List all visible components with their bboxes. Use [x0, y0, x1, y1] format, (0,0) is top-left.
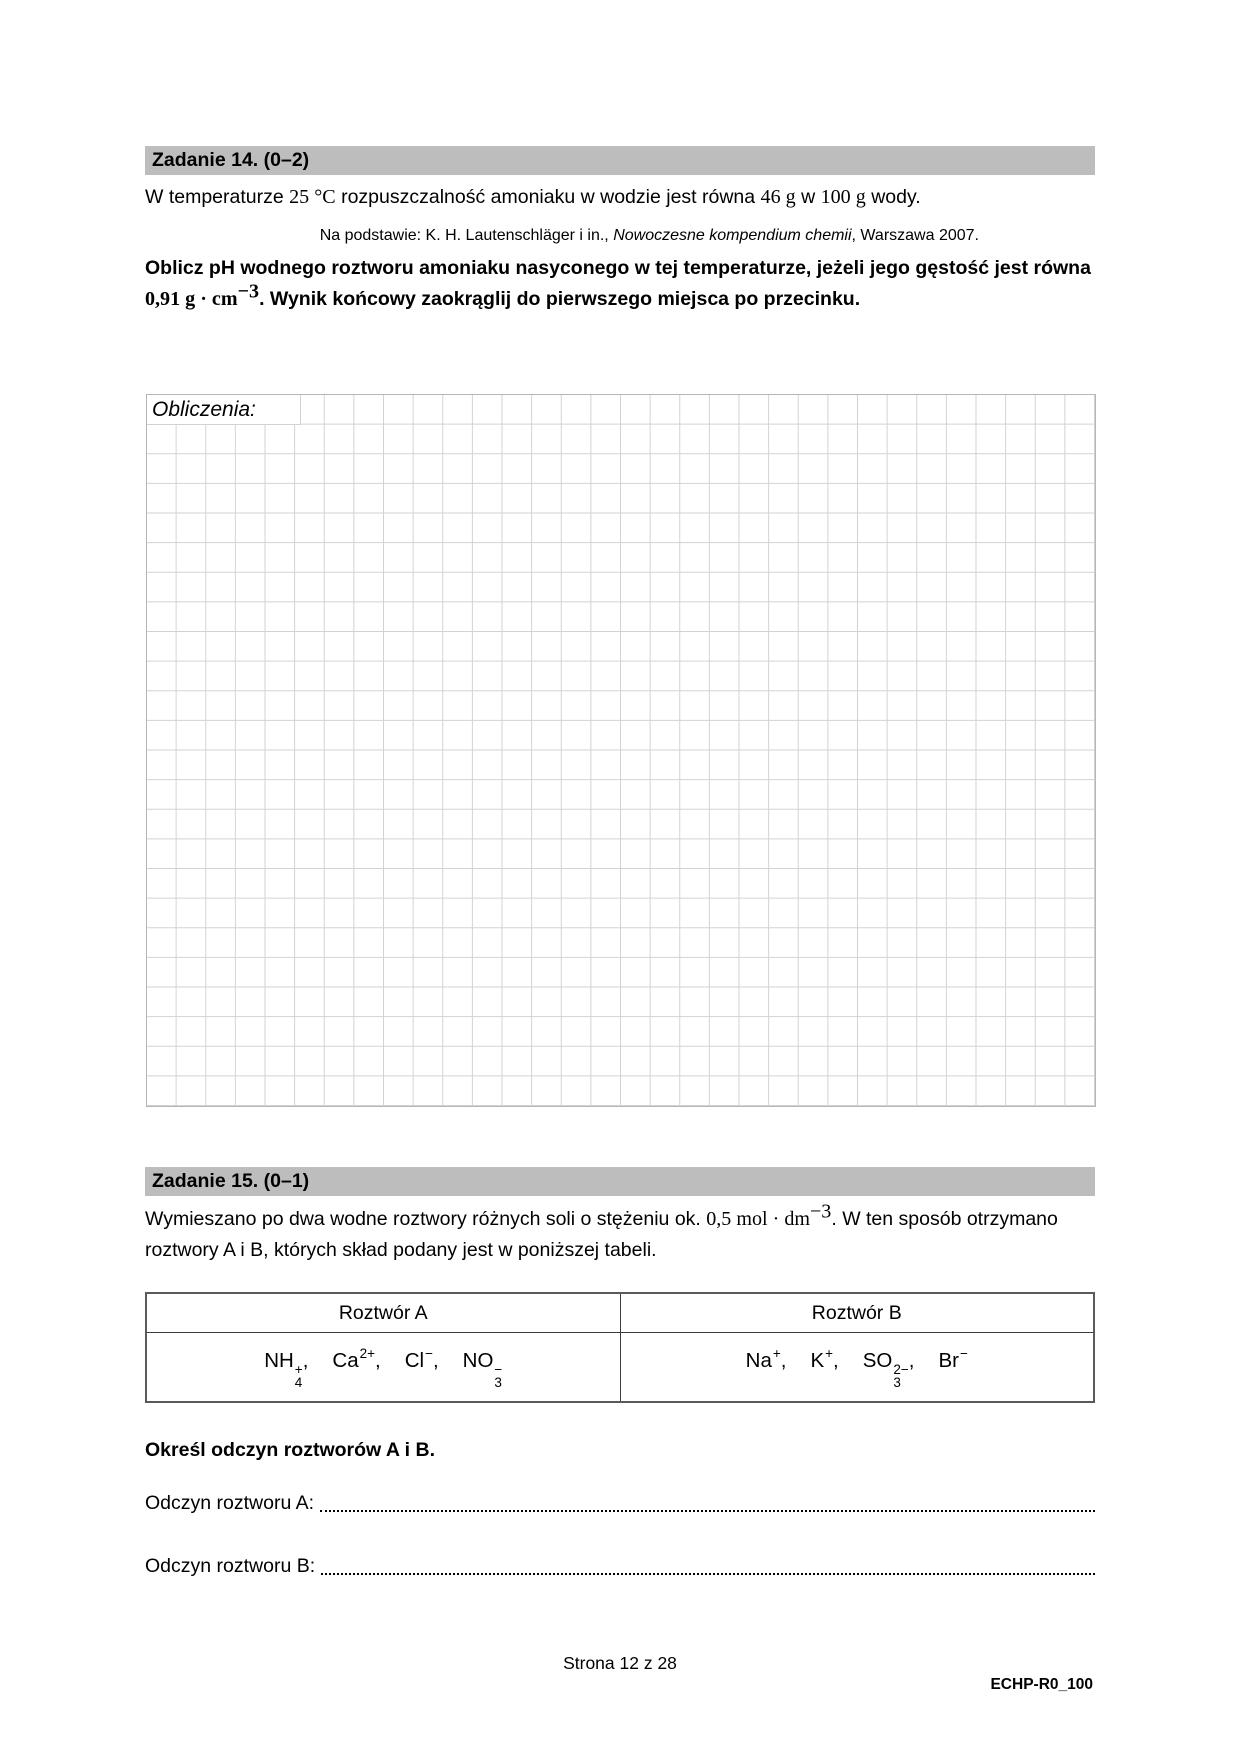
source-prefix: Na podstawie: K. H. Lautenschläger i in.,: [319, 227, 614, 244]
ion-formula: NH + 4: [264, 1348, 303, 1390]
task14-source: [145, 227, 1095, 245]
exam-sheet-code: ECHP-R0_100: [990, 1676, 1093, 1693]
task14-prompt: Oblicz pH wodnego roztworu amoniaku nasyconego w tej temperaturze, jeżeli jego gęstość jest równa 0,91 $g \cdot cm^{-3}$. Wynik końcowy zaokrąglij do pierwszego miejsca po przecinku.: [145, 257, 1091, 310]
answer-b-dotted-line: [321, 1573, 1095, 1575]
table-header-solution-b: Roztwór B: [620, 1293, 1094, 1333]
answer-line-b: [145, 1553, 1095, 1579]
task14-header-bar: Zadanie 14. (0–2): [145, 146, 1095, 175]
task15-prompt: Określ odczyn roztworów A i B.: [145, 1439, 436, 1461]
calculation-label: Obliczenia:: [147, 395, 301, 425]
ion-formula: Na+: [745, 1345, 781, 1372]
task15-intro: Wymieszano po dwa wodne roztwory różnych soli o stężeniu ok. 0,5 mol · $dm^{-3}$. W ten sposób otrzymano roztwory A i B, których skład podany jest w poniższej tabeli.: [145, 1200, 1058, 1261]
table-ion-row: [146, 1333, 1094, 1403]
ion-formula: SO 2− 3: [862, 1348, 909, 1390]
answer-a-label: Odczyn roztworu A:: [145, 1492, 315, 1514]
task15-header-bar: Zadanie 15. (0–1): [145, 1167, 1095, 1196]
page-number: Strona 12 z 28: [563, 1653, 677, 1673]
answer-line-a: [145, 1490, 1095, 1516]
source-suffix: , Warszawa 2007.: [851, 227, 979, 244]
solution-a-ions: NH + 4 , $Ca^{2+}$, Cl−, NO − 3: [146, 1333, 620, 1403]
ion-formula: K+: [810, 1345, 834, 1372]
solutions-table: [145, 1292, 1095, 1403]
table-header-row: [146, 1293, 1094, 1333]
solution-b-ions: Na+, K+, SO 2− 3 , Br−: [620, 1333, 1094, 1403]
ion-formula: Cl−: [404, 1345, 433, 1372]
ion-formula: Br−: [938, 1345, 968, 1372]
calculation-grid: [146, 394, 1096, 1107]
answer-a-dotted-line: [320, 1510, 1095, 1512]
task14-intro: W temperaturze 25 °C rozpuszczalność amoniaku w wodzie jest równa 46 g w 100 g wody.: [145, 186, 921, 208]
ion-formula: $Ca^{2+}$: [332, 1345, 376, 1372]
ion-formula: NO − 3: [462, 1348, 503, 1390]
source-title: Nowoczesne kompendium chemii: [613, 227, 852, 244]
answer-b-label: Odczyn roztworu B:: [145, 1555, 316, 1577]
table-header-solution-a: Roztwór A: [146, 1293, 620, 1333]
